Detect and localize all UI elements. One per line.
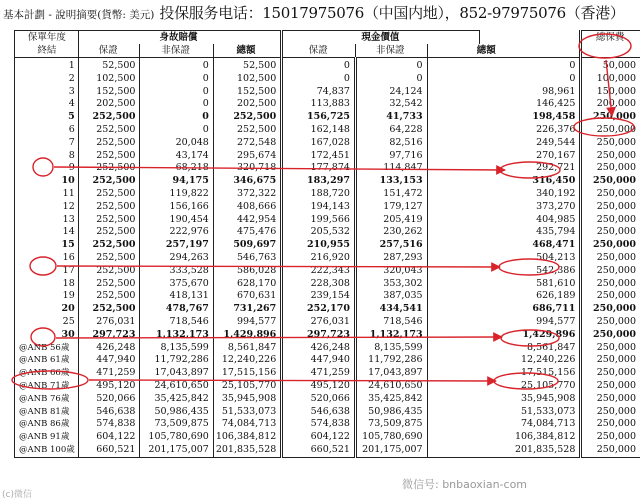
cash-non-guaranteed-cell: 718,546 (355, 316, 427, 329)
header-cash-value: 現金價值 (282, 31, 480, 45)
cash-non-guaranteed-cell: 35,425,842 (355, 393, 427, 406)
cash-non-guaranteed-cell: 0 (355, 73, 427, 86)
death-guaranteed-cell: 252,500 (78, 290, 140, 303)
total-premium-cell: 250,000 (581, 175, 640, 188)
death-guaranteed-cell: 252,500 (78, 111, 140, 124)
death-total-cell: 628,170 (213, 278, 281, 291)
table-row (15, 162, 640, 175)
cash-total-cell: 316,450 (427, 175, 581, 188)
cash-non-guaranteed-cell: 387,035 (355, 290, 427, 303)
death-guaranteed-cell: 252,500 (78, 162, 140, 175)
table-row (15, 265, 640, 278)
death-guaranteed-cell: 447,940 (78, 354, 140, 367)
death-guaranteed-cell: 252,500 (78, 214, 140, 227)
header-total-premium: 總保費 (581, 31, 640, 45)
death-non-guaranteed-cell: 20,048 (140, 137, 213, 150)
year-cell: 9 (15, 162, 79, 175)
total-premium-cell: 250,000 (581, 316, 640, 329)
cash-total-cell: 8,561,847 (427, 342, 581, 355)
cash-non-guaranteed-cell: 287,293 (355, 252, 427, 265)
total-premium-cell: 250,000 (581, 214, 640, 227)
cash-guaranteed-cell: 74,837 (282, 86, 356, 99)
death-total-cell: 346,675 (213, 175, 281, 188)
death-non-guaranteed-cell: 190,454 (140, 214, 213, 227)
death-total-cell: 102,500 (213, 73, 281, 86)
total-premium-cell: 250,000 (581, 265, 640, 278)
death-guaranteed-cell: 202,500 (78, 98, 140, 111)
death-non-guaranteed-cell: 17,043,897 (140, 367, 213, 380)
cash-total-cell: 74,084,713 (427, 418, 581, 431)
table-row (15, 367, 640, 380)
total-premium-cell: 250,000 (581, 406, 640, 419)
total-premium-cell: 250,000 (581, 354, 640, 367)
cash-non-guaranteed-cell: 17,043,897 (355, 367, 427, 380)
cash-guaranteed-cell: 0 (282, 58, 356, 73)
death-guaranteed-cell: 276,031 (78, 316, 140, 329)
death-non-guaranteed-cell: 222,976 (140, 226, 213, 239)
total-premium-cell: 250,000 (581, 367, 640, 380)
death-guaranteed-cell: 426,248 (78, 342, 140, 355)
cash-non-guaranteed-cell: 64,228 (355, 124, 427, 137)
year-cell: @ANB 91歲 (15, 431, 79, 444)
cash-non-guaranteed-cell: 151,472 (355, 188, 427, 201)
total-premium-cell: 250,000 (581, 278, 640, 291)
total-premium-cell: 250,000 (581, 342, 640, 355)
cash-non-guaranteed-cell: 320,043 (355, 265, 427, 278)
cash-non-guaranteed-cell: 105,780,690 (355, 431, 427, 444)
cash-guaranteed-cell: 205,532 (282, 226, 356, 239)
table-row (15, 406, 640, 419)
death-non-guaranteed-cell: 156,166 (140, 201, 213, 214)
total-premium-cell: 250,000 (581, 226, 640, 239)
total-premium-cell: 250,000 (581, 252, 640, 265)
cash-total-cell: 404,985 (427, 214, 581, 227)
cash-total-cell: 51,533,073 (427, 406, 581, 419)
cash-total-cell: 504,213 (427, 252, 581, 265)
year-cell: 13 (15, 214, 79, 227)
death-guaranteed-cell: 252,500 (78, 150, 140, 163)
table-row (15, 278, 640, 291)
cash-guaranteed-cell: 167,028 (282, 137, 356, 150)
year-cell: 10 (15, 175, 79, 188)
cash-total-cell: 626,189 (427, 290, 581, 303)
death-non-guaranteed-cell: 11,792,286 (140, 354, 213, 367)
death-non-guaranteed-cell: 0 (140, 58, 213, 73)
total-premium-cell: 250,000 (581, 431, 640, 444)
death-total-cell: 1,429,896 (213, 329, 281, 342)
death-non-guaranteed-cell: 1,132,173 (140, 329, 213, 342)
death-non-guaranteed-cell: 333,528 (140, 265, 213, 278)
death-total-cell: 252,500 (213, 111, 281, 124)
year-cell: 7 (15, 137, 79, 150)
header-total: 總額 (213, 44, 281, 58)
table-row (15, 316, 640, 329)
total-premium-cell: 250,000 (581, 329, 640, 342)
cash-guaranteed-cell: 471,259 (282, 367, 356, 380)
table-row (15, 290, 640, 303)
cash-guaranteed-cell: 239,154 (282, 290, 356, 303)
year-cell: 19 (15, 290, 79, 303)
death-non-guaranteed-cell: 94,175 (140, 175, 213, 188)
header-guaranteed: 保證 (282, 44, 356, 58)
table-row (15, 58, 640, 73)
illustration-table (14, 30, 640, 458)
death-total-cell: 546,763 (213, 252, 281, 265)
death-guaranteed-cell: 252,500 (78, 201, 140, 214)
header-guaranteed: 保證 (78, 44, 140, 58)
cash-total-cell: 17,515,156 (427, 367, 581, 380)
cash-total-cell: 12,240,226 (427, 354, 581, 367)
cash-total-cell: 292,721 (427, 162, 581, 175)
death-non-guaranteed-cell: 0 (140, 124, 213, 137)
year-cell: 2 (15, 73, 79, 86)
death-guaranteed-cell: 252,500 (78, 303, 140, 316)
year-cell: 6 (15, 124, 79, 137)
cash-total-cell: 198,458 (427, 111, 581, 124)
death-guaranteed-cell: 297,723 (78, 329, 140, 342)
death-total-cell: 509,697 (213, 239, 281, 252)
table-row (15, 188, 640, 201)
death-non-guaranteed-cell: 0 (140, 86, 213, 99)
death-non-guaranteed-cell: 35,425,842 (140, 393, 213, 406)
cash-non-guaranteed-cell: 133,153 (355, 175, 427, 188)
death-guaranteed-cell: 102,500 (78, 73, 140, 86)
total-premium-cell: 150,000 (581, 86, 640, 99)
death-non-guaranteed-cell: 375,670 (140, 278, 213, 291)
total-premium-cell: 50,000 (581, 58, 640, 73)
death-guaranteed-cell: 604,122 (78, 431, 140, 444)
death-non-guaranteed-cell: 294,263 (140, 252, 213, 265)
year-cell: @ANB 100歲 (15, 444, 79, 457)
cash-guaranteed-cell: 172,451 (282, 150, 356, 163)
year-cell: 17 (15, 265, 79, 278)
table-row (15, 98, 640, 111)
death-total-cell: 586,028 (213, 265, 281, 278)
total-premium-cell: 250,000 (581, 418, 640, 431)
total-premium-cell: 250,000 (581, 444, 640, 457)
total-premium-cell: 250,000 (581, 380, 640, 393)
death-total-cell: 320,718 (213, 162, 281, 175)
year-cell: 15 (15, 239, 79, 252)
death-non-guaranteed-cell: 0 (140, 98, 213, 111)
cash-total-cell: 270,167 (427, 150, 581, 163)
table-row (15, 329, 640, 342)
cash-total-cell: 249,544 (427, 137, 581, 150)
death-total-cell: 731,267 (213, 303, 281, 316)
death-total-cell: 25,105,770 (213, 380, 281, 393)
cash-non-guaranteed-cell: 230,262 (355, 226, 427, 239)
total-premium-cell: 250,000 (581, 239, 640, 252)
header-year: 保單年度 (15, 31, 79, 45)
death-total-cell: 442,954 (213, 214, 281, 227)
table-row (15, 124, 640, 137)
year-cell: 1 (15, 58, 79, 73)
death-total-cell: 408,666 (213, 201, 281, 214)
watermark: 微信号: bnbaoxian-com (402, 478, 528, 491)
cash-non-guaranteed-cell: 0 (355, 58, 427, 73)
table-row (15, 252, 640, 265)
header-death-benefit: 身故賠償 (78, 31, 282, 45)
death-non-guaranteed-cell: 8,135,599 (140, 342, 213, 355)
cash-guaranteed-cell: 297,723 (282, 329, 356, 342)
cash-guaranteed-cell: 183,297 (282, 175, 356, 188)
death-non-guaranteed-cell: 201,175,007 (140, 444, 213, 457)
death-guaranteed-cell: 660,521 (78, 444, 140, 457)
cash-guaranteed-cell: 447,940 (282, 354, 356, 367)
cash-non-guaranteed-cell: 24,124 (355, 86, 427, 99)
cash-guaranteed-cell: 216,920 (282, 252, 356, 265)
table-row (15, 226, 640, 239)
death-guaranteed-cell: 252,500 (78, 175, 140, 188)
cash-non-guaranteed-cell: 257,516 (355, 239, 427, 252)
death-guaranteed-cell: 252,500 (78, 188, 140, 201)
cash-total-cell: 435,794 (427, 226, 581, 239)
cash-non-guaranteed-cell: 114,847 (355, 162, 427, 175)
cash-non-guaranteed-cell: 41,733 (355, 111, 427, 124)
cash-total-cell: 340,192 (427, 188, 581, 201)
death-guaranteed-cell: 152,500 (78, 86, 140, 99)
cash-total-cell: 0 (427, 58, 581, 73)
year-cell: 4 (15, 98, 79, 111)
cash-total-cell: 0 (427, 73, 581, 86)
death-non-guaranteed-cell: 718,546 (140, 316, 213, 329)
cash-guaranteed-cell: 177,874 (282, 162, 356, 175)
cash-total-cell: 106,384,812 (427, 431, 581, 444)
year-cell: 25 (15, 316, 79, 329)
service-phone-line: 投保服务电话：15017975076（中国内地），852-97975076（香港） (159, 4, 625, 22)
death-total-cell: 52,500 (213, 58, 281, 73)
death-non-guaranteed-cell: 478,767 (140, 303, 213, 316)
year-cell: @ANB 76歲 (15, 393, 79, 406)
cash-non-guaranteed-cell: 32,542 (355, 98, 427, 111)
year-cell: @ANB 56歲 (15, 342, 79, 355)
total-premium-cell: 250,000 (581, 393, 640, 406)
death-non-guaranteed-cell: 24,610,650 (140, 380, 213, 393)
cash-non-guaranteed-cell: 434,541 (355, 303, 427, 316)
total-premium-cell: 200,000 (581, 98, 640, 111)
death-total-cell: 74,084,713 (213, 418, 281, 431)
cash-total-cell: 201,835,528 (427, 444, 581, 457)
cash-guaranteed-cell: 252,170 (282, 303, 356, 316)
death-total-cell: 201,835,528 (213, 444, 281, 457)
death-total-cell: 475,476 (213, 226, 281, 239)
cash-non-guaranteed-cell: 24,610,650 (355, 380, 427, 393)
death-guaranteed-cell: 574,838 (78, 418, 140, 431)
total-premium-cell: 250,000 (581, 162, 640, 175)
header-year-end: 終結 (15, 44, 79, 58)
death-total-cell: 202,500 (213, 98, 281, 111)
header-non-guaranteed: 非保證 (355, 44, 427, 58)
total-premium-cell: 250,000 (581, 124, 640, 137)
death-guaranteed-cell: 252,500 (78, 124, 140, 137)
cash-guaranteed-cell: 495,120 (282, 380, 356, 393)
cash-guaranteed-cell: 546,638 (282, 406, 356, 419)
table-row (15, 175, 640, 188)
table-row (15, 431, 640, 444)
cash-guaranteed-cell: 574,838 (282, 418, 356, 431)
cash-non-guaranteed-cell: 1,132,173 (355, 329, 427, 342)
cash-non-guaranteed-cell: 201,175,007 (355, 444, 427, 457)
table-row (15, 73, 640, 86)
death-total-cell: 12,240,226 (213, 354, 281, 367)
table-row (15, 86, 640, 99)
header-total: 總額 (427, 44, 547, 58)
cash-total-cell: 994,577 (427, 316, 581, 329)
cash-guaranteed-cell: 199,566 (282, 214, 356, 227)
cash-guaranteed-cell: 0 (282, 73, 356, 86)
death-total-cell: 8,561,847 (213, 342, 281, 355)
death-non-guaranteed-cell: 50,986,435 (140, 406, 213, 419)
watermark-corner: (c)微信 (2, 490, 32, 500)
cash-non-guaranteed-cell: 8,135,599 (355, 342, 427, 355)
total-premium-cell: 250,000 (581, 137, 640, 150)
table-row (15, 380, 640, 393)
death-guaranteed-cell: 546,638 (78, 406, 140, 419)
death-guaranteed-cell: 252,500 (78, 226, 140, 239)
cash-guaranteed-cell: 426,248 (282, 342, 356, 355)
year-cell: 8 (15, 150, 79, 163)
total-premium-cell: 100,000 (581, 73, 640, 86)
table-row (15, 214, 640, 227)
death-total-cell: 51,533,073 (213, 406, 281, 419)
death-total-cell: 35,945,908 (213, 393, 281, 406)
cash-guaranteed-cell: 210,955 (282, 239, 356, 252)
cash-guaranteed-cell: 520,066 (282, 393, 356, 406)
total-premium-cell: 250,000 (581, 303, 640, 316)
cash-non-guaranteed-cell: 11,792,286 (355, 354, 427, 367)
death-total-cell: 670,631 (213, 290, 281, 303)
year-cell: @ANB 61歲 (15, 354, 79, 367)
death-total-cell: 295,674 (213, 150, 281, 163)
death-total-cell: 106,384,812 (213, 431, 281, 444)
death-guaranteed-cell: 252,500 (78, 278, 140, 291)
death-guaranteed-cell: 252,500 (78, 265, 140, 278)
cash-guaranteed-cell: 276,031 (282, 316, 356, 329)
year-cell: @ANB 66歲 (15, 367, 79, 380)
cash-non-guaranteed-cell: 50,986,435 (355, 406, 427, 419)
cash-total-cell: 226,376 (427, 124, 581, 137)
death-guaranteed-cell: 252,500 (78, 137, 140, 150)
death-guaranteed-cell: 52,500 (78, 58, 140, 73)
year-cell: 30 (15, 329, 79, 342)
cash-non-guaranteed-cell: 179,127 (355, 201, 427, 214)
death-total-cell: 17,515,156 (213, 367, 281, 380)
year-cell: 12 (15, 201, 79, 214)
table-row (15, 444, 640, 457)
cash-non-guaranteed-cell: 97,716 (355, 150, 427, 163)
cash-non-guaranteed-cell: 353,302 (355, 278, 427, 291)
header-gap (547, 44, 581, 58)
death-guaranteed-cell: 495,120 (78, 380, 140, 393)
year-cell: 5 (15, 111, 79, 124)
cash-guaranteed-cell: 222,343 (282, 265, 356, 278)
header-gap (581, 44, 640, 58)
death-guaranteed-cell: 252,500 (78, 239, 140, 252)
document-title (3, 2, 625, 24)
table-row (15, 342, 640, 355)
cash-guaranteed-cell: 228,308 (282, 278, 356, 291)
table-row (15, 303, 640, 316)
total-premium-cell: 250,000 (581, 150, 640, 163)
cash-total-cell: 373,270 (427, 201, 581, 214)
total-premium-cell: 250,000 (581, 188, 640, 201)
death-non-guaranteed-cell: 0 (140, 111, 213, 124)
death-total-cell: 152,500 (213, 86, 281, 99)
cash-total-cell: 542,386 (427, 265, 581, 278)
death-total-cell: 252,500 (213, 124, 281, 137)
death-guaranteed-cell: 520,066 (78, 393, 140, 406)
year-cell: @ANB 86歲 (15, 418, 79, 431)
death-non-guaranteed-cell: 257,197 (140, 239, 213, 252)
cash-total-cell: 35,945,908 (427, 393, 581, 406)
year-cell: 3 (15, 86, 79, 99)
death-guaranteed-cell: 252,500 (78, 252, 140, 265)
total-premium-cell: 250,000 (581, 290, 640, 303)
plan-summary-label: 基本計劃 - 說明摘要(貨幣: 美元) (3, 9, 155, 21)
total-premium-cell: 250,000 (581, 111, 640, 124)
year-cell: @ANB 81歲 (15, 406, 79, 419)
cash-guaranteed-cell: 156,725 (282, 111, 356, 124)
death-non-guaranteed-cell: 73,509,875 (140, 418, 213, 431)
death-total-cell: 994,577 (213, 316, 281, 329)
table-row (15, 354, 640, 367)
table-row (15, 111, 640, 124)
table-row (15, 150, 640, 163)
cash-total-cell: 581,610 (427, 278, 581, 291)
death-guaranteed-cell: 471,259 (78, 367, 140, 380)
year-cell: 14 (15, 226, 79, 239)
death-non-guaranteed-cell: 43,174 (140, 150, 213, 163)
cash-non-guaranteed-cell: 82,516 (355, 137, 427, 150)
table-row (15, 201, 640, 214)
cash-guaranteed-cell: 660,521 (282, 444, 356, 457)
year-cell: 11 (15, 188, 79, 201)
cash-guaranteed-cell: 604,122 (282, 431, 356, 444)
cash-total-cell: 98,961 (427, 86, 581, 99)
table-row (15, 239, 640, 252)
death-total-cell: 372,322 (213, 188, 281, 201)
cash-total-cell: 25,105,770 (427, 380, 581, 393)
header-gap (480, 31, 581, 45)
cash-total-cell: 146,425 (427, 98, 581, 111)
death-non-guaranteed-cell: 418,131 (140, 290, 213, 303)
table-row (15, 137, 640, 150)
death-non-guaranteed-cell: 0 (140, 73, 213, 86)
year-cell: 20 (15, 303, 79, 316)
year-cell: @ANB 71歲 (15, 380, 79, 393)
cash-guaranteed-cell: 113,883 (282, 98, 356, 111)
cash-total-cell: 468,471 (427, 239, 581, 252)
total-premium-cell: 250,000 (581, 201, 640, 214)
death-non-guaranteed-cell: 119,822 (140, 188, 213, 201)
cash-total-cell: 686,711 (427, 303, 581, 316)
table-row (15, 393, 640, 406)
cash-guaranteed-cell: 188,720 (282, 188, 356, 201)
cash-guaranteed-cell: 162,148 (282, 124, 356, 137)
death-total-cell: 272,548 (213, 137, 281, 150)
header-non-guaranteed: 非保證 (140, 44, 213, 58)
year-cell: 16 (15, 252, 79, 265)
death-non-guaranteed-cell: 105,780,690 (140, 431, 213, 444)
cash-guaranteed-cell: 194,143 (282, 201, 356, 214)
cash-non-guaranteed-cell: 73,509,875 (355, 418, 427, 431)
cash-total-cell: 1,429,896 (427, 329, 581, 342)
death-non-guaranteed-cell: 68,218 (140, 162, 213, 175)
cash-non-guaranteed-cell: 205,419 (355, 214, 427, 227)
year-cell: 18 (15, 278, 79, 291)
table-row (15, 418, 640, 431)
